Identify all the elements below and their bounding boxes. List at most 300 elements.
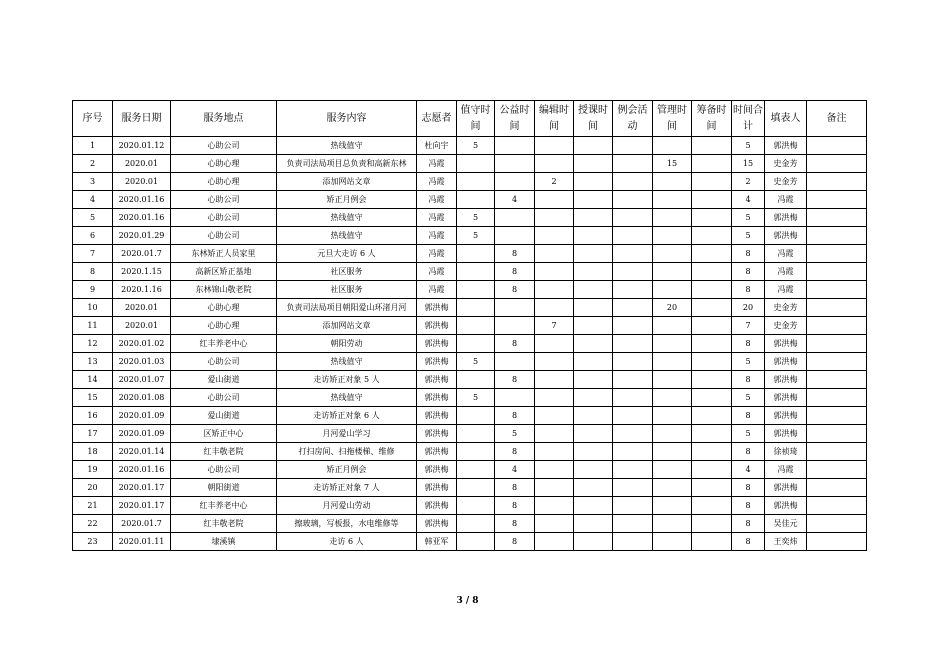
service-log-table (72, 100, 867, 551)
cell-edit (535, 209, 574, 227)
cell-seq: 14 (73, 371, 113, 389)
cell-meeting (613, 425, 653, 443)
cell-content: 元旦大走访 6 人 (277, 245, 417, 263)
cell-edit (535, 227, 574, 245)
cell-seq: 2 (73, 155, 113, 173)
cell-prep (692, 191, 732, 209)
cell-prep (692, 281, 732, 299)
header-place: 服务地点 (171, 101, 277, 137)
cell-duty (457, 155, 495, 173)
cell-place: 埭溪镇 (171, 533, 277, 551)
header-filler: 填表人 (765, 101, 807, 137)
cell-content: 热线值守 (277, 353, 417, 371)
cell-total: 8 (732, 515, 765, 533)
cell-place: 心助公司 (171, 461, 277, 479)
cell-edit (535, 263, 574, 281)
cell-filler: 冯霞 (765, 191, 807, 209)
cell-meeting (613, 209, 653, 227)
cell-manage (653, 263, 692, 281)
cell-note (807, 461, 867, 479)
cell-lecture (574, 209, 613, 227)
cell-prep (692, 371, 732, 389)
table-row (73, 425, 867, 443)
cell-seq: 23 (73, 533, 113, 551)
cell-total: 8 (732, 335, 765, 353)
cell-edit (535, 191, 574, 209)
cell-content: 走访矫正对象 6 人 (277, 407, 417, 425)
cell-prep (692, 335, 732, 353)
cell-note (807, 497, 867, 515)
cell-welfare: 8 (495, 515, 535, 533)
cell-filler: 徐祯琦 (765, 443, 807, 461)
table-row (73, 137, 867, 155)
cell-edit (535, 155, 574, 173)
cell-meeting (613, 353, 653, 371)
cell-content: 月河爱山劳动 (277, 497, 417, 515)
header-volunteer: 志愿者 (417, 101, 457, 137)
cell-date: 2020.01 (113, 317, 171, 335)
cell-meeting (613, 335, 653, 353)
cell-duty (457, 371, 495, 389)
cell-place: 心助公司 (171, 353, 277, 371)
cell-welfare (495, 299, 535, 317)
cell-prep (692, 515, 732, 533)
cell-note (807, 479, 867, 497)
cell-prep (692, 461, 732, 479)
cell-date: 2020.01.7 (113, 245, 171, 263)
cell-manage (653, 191, 692, 209)
cell-manage (653, 371, 692, 389)
cell-prep (692, 209, 732, 227)
cell-edit (535, 533, 574, 551)
cell-lecture (574, 407, 613, 425)
cell-welfare: 8 (495, 245, 535, 263)
cell-content: 社区服务 (277, 263, 417, 281)
cell-date: 2020.01.09 (113, 425, 171, 443)
cell-welfare (495, 155, 535, 173)
cell-edit (535, 479, 574, 497)
cell-filler: 郭洪梅 (765, 389, 807, 407)
cell-volunteer: 郭洪梅 (417, 299, 457, 317)
cell-lecture (574, 533, 613, 551)
cell-welfare: 4 (495, 461, 535, 479)
cell-manage (653, 389, 692, 407)
cell-prep (692, 155, 732, 173)
cell-prep (692, 497, 732, 515)
cell-meeting (613, 497, 653, 515)
cell-meeting (613, 263, 653, 281)
cell-meeting (613, 443, 653, 461)
table-row (73, 281, 867, 299)
cell-place: 爱山街道 (171, 371, 277, 389)
cell-content: 负责司法局项目总负责和高新东林 (277, 155, 417, 173)
cell-manage (653, 245, 692, 263)
cell-content: 热线值守 (277, 137, 417, 155)
cell-total: 8 (732, 371, 765, 389)
cell-edit (535, 335, 574, 353)
cell-manage (653, 461, 692, 479)
cell-prep (692, 389, 732, 407)
page-number: 3 / 8 (456, 596, 479, 606)
cell-date: 2020.01.02 (113, 335, 171, 353)
cell-volunteer: 冯霞 (417, 263, 457, 281)
cell-seq: 7 (73, 245, 113, 263)
cell-duty (457, 263, 495, 281)
cell-date: 2020.1.15 (113, 263, 171, 281)
cell-volunteer: 杜向宇 (417, 137, 457, 155)
cell-lecture (574, 353, 613, 371)
cell-date: 2020.01.12 (113, 137, 171, 155)
cell-seq: 11 (73, 317, 113, 335)
header-welfare: 公益时间 (495, 101, 535, 137)
cell-welfare (495, 389, 535, 407)
cell-place: 朝阳街道 (171, 479, 277, 497)
cell-filler: 郭洪梅 (765, 137, 807, 155)
cell-volunteer: 郭洪梅 (417, 371, 457, 389)
cell-date: 2020.01.17 (113, 497, 171, 515)
table-row (73, 371, 867, 389)
cell-prep (692, 137, 732, 155)
cell-filler: 王奕炜 (765, 533, 807, 551)
cell-filler: 郭洪梅 (765, 479, 807, 497)
cell-edit (535, 137, 574, 155)
cell-meeting (613, 245, 653, 263)
cell-date: 2020.01.17 (113, 479, 171, 497)
cell-filler: 吴佳元 (765, 515, 807, 533)
cell-lecture (574, 299, 613, 317)
cell-note (807, 335, 867, 353)
cell-edit (535, 299, 574, 317)
header-manage: 管理时间 (653, 101, 692, 137)
cell-filler: 冯霞 (765, 461, 807, 479)
cell-note (807, 155, 867, 173)
cell-note (807, 173, 867, 191)
cell-seq: 19 (73, 461, 113, 479)
cell-volunteer: 郭洪梅 (417, 353, 457, 371)
cell-total: 5 (732, 209, 765, 227)
cell-lecture (574, 137, 613, 155)
header-total: 时间合计 (732, 101, 765, 137)
cell-prep (692, 479, 732, 497)
cell-lecture (574, 389, 613, 407)
cell-meeting (613, 191, 653, 209)
cell-meeting (613, 281, 653, 299)
cell-note (807, 533, 867, 551)
cell-lecture (574, 245, 613, 263)
cell-volunteer: 冯霞 (417, 245, 457, 263)
cell-meeting (613, 299, 653, 317)
header-seq: 序号 (73, 101, 113, 137)
cell-volunteer: 郭洪梅 (417, 407, 457, 425)
cell-manage (653, 533, 692, 551)
cell-place: 东林锦山敬老院 (171, 281, 277, 299)
cell-manage (653, 173, 692, 191)
cell-edit (535, 353, 574, 371)
cell-place: 心助心理 (171, 299, 277, 317)
cell-filler: 郭洪梅 (765, 209, 807, 227)
cell-date: 2020.01.09 (113, 407, 171, 425)
cell-duty (457, 497, 495, 515)
cell-content: 走访矫正对象 7 人 (277, 479, 417, 497)
cell-welfare: 8 (495, 443, 535, 461)
cell-prep (692, 407, 732, 425)
cell-seq: 17 (73, 425, 113, 443)
cell-place: 爱山街道 (171, 407, 277, 425)
cell-content: 社区服务 (277, 281, 417, 299)
cell-duty (457, 407, 495, 425)
cell-welfare: 8 (495, 281, 535, 299)
cell-volunteer: 韩亚军 (417, 533, 457, 551)
cell-prep (692, 245, 732, 263)
cell-date: 2020.01.7 (113, 515, 171, 533)
cell-volunteer: 郭洪梅 (417, 443, 457, 461)
cell-welfare: 8 (495, 533, 535, 551)
cell-place: 心助公司 (171, 209, 277, 227)
cell-filler: 史金芳 (765, 173, 807, 191)
cell-filler: 郭洪梅 (765, 425, 807, 443)
cell-note (807, 209, 867, 227)
cell-filler: 郭洪梅 (765, 497, 807, 515)
cell-seq: 22 (73, 515, 113, 533)
cell-duty (457, 479, 495, 497)
cell-meeting (613, 317, 653, 335)
cell-edit (535, 389, 574, 407)
table-row (73, 263, 867, 281)
cell-edit (535, 281, 574, 299)
cell-manage (653, 209, 692, 227)
cell-total: 5 (732, 425, 765, 443)
cell-lecture (574, 371, 613, 389)
cell-meeting (613, 515, 653, 533)
cell-content: 负责司法局项目朝阳爱山环渚月河 (277, 299, 417, 317)
cell-welfare (495, 137, 535, 155)
cell-note (807, 443, 867, 461)
cell-edit: 7 (535, 317, 574, 335)
table-row (73, 245, 867, 263)
cell-volunteer: 郭洪梅 (417, 335, 457, 353)
cell-lecture (574, 227, 613, 245)
cell-edit (535, 371, 574, 389)
cell-welfare (495, 209, 535, 227)
cell-welfare: 8 (495, 371, 535, 389)
cell-seq: 8 (73, 263, 113, 281)
cell-manage (653, 335, 692, 353)
cell-volunteer: 郭洪梅 (417, 317, 457, 335)
cell-total: 4 (732, 461, 765, 479)
cell-edit (535, 461, 574, 479)
cell-lecture (574, 317, 613, 335)
cell-prep (692, 353, 732, 371)
cell-filler: 史金芳 (765, 299, 807, 317)
cell-content: 擦玻璃，写板报，水电维修等 (277, 515, 417, 533)
cell-date: 2020.01.29 (113, 227, 171, 245)
cell-manage: 20 (653, 299, 692, 317)
table-row (73, 389, 867, 407)
table-row (73, 407, 867, 425)
cell-duty (457, 299, 495, 317)
cell-volunteer: 郭洪梅 (417, 425, 457, 443)
cell-note (807, 137, 867, 155)
cell-content: 热线值守 (277, 227, 417, 245)
header-date: 服务日期 (113, 101, 171, 137)
cell-place: 心助公司 (171, 389, 277, 407)
cell-place: 高新区矫正基地 (171, 263, 277, 281)
cell-date: 2020.01.16 (113, 209, 171, 227)
cell-place: 心助公司 (171, 191, 277, 209)
cell-date: 2020.01.03 (113, 353, 171, 371)
cell-seq: 1 (73, 137, 113, 155)
cell-prep (692, 533, 732, 551)
cell-lecture (574, 515, 613, 533)
cell-lecture (574, 443, 613, 461)
cell-manage (653, 353, 692, 371)
cell-content: 矫正月例会 (277, 191, 417, 209)
cell-volunteer: 郭洪梅 (417, 389, 457, 407)
cell-seq: 4 (73, 191, 113, 209)
cell-volunteer: 郭洪梅 (417, 497, 457, 515)
cell-edit (535, 443, 574, 461)
cell-meeting (613, 155, 653, 173)
cell-total: 5 (732, 353, 765, 371)
cell-volunteer: 郭洪梅 (417, 479, 457, 497)
table-row (73, 209, 867, 227)
cell-duty (457, 281, 495, 299)
table-row (73, 353, 867, 371)
cell-seq: 21 (73, 497, 113, 515)
cell-place: 区矫正中心 (171, 425, 277, 443)
cell-date: 2020.01.11 (113, 533, 171, 551)
table-row (73, 299, 867, 317)
header-note: 备注 (807, 101, 867, 137)
table-row (73, 317, 867, 335)
cell-place: 心助公司 (171, 137, 277, 155)
cell-place: 心助心理 (171, 155, 277, 173)
cell-duty: 5 (457, 227, 495, 245)
cell-welfare (495, 353, 535, 371)
cell-total: 8 (732, 497, 765, 515)
cell-manage (653, 479, 692, 497)
cell-welfare: 8 (495, 335, 535, 353)
cell-prep (692, 227, 732, 245)
cell-seq: 12 (73, 335, 113, 353)
cell-volunteer: 郭洪梅 (417, 461, 457, 479)
header-prep: 筹备时间 (692, 101, 732, 137)
cell-lecture (574, 497, 613, 515)
cell-place: 心助心理 (171, 317, 277, 335)
cell-prep (692, 443, 732, 461)
cell-content: 走访 6 人 (277, 533, 417, 551)
cell-place: 心助公司 (171, 227, 277, 245)
cell-edit (535, 407, 574, 425)
cell-edit: 2 (535, 173, 574, 191)
cell-content: 走访矫正对象 5 人 (277, 371, 417, 389)
cell-total: 8 (732, 479, 765, 497)
cell-note (807, 263, 867, 281)
cell-lecture (574, 263, 613, 281)
cell-filler: 郭洪梅 (765, 335, 807, 353)
cell-filler: 史金芳 (765, 317, 807, 335)
cell-lecture (574, 479, 613, 497)
cell-meeting (613, 173, 653, 191)
cell-prep (692, 317, 732, 335)
cell-note (807, 425, 867, 443)
cell-filler: 冯霞 (765, 281, 807, 299)
cell-date: 2020.01.16 (113, 461, 171, 479)
cell-date: 2020.01 (113, 299, 171, 317)
cell-lecture (574, 425, 613, 443)
cell-prep (692, 425, 732, 443)
cell-seq: 15 (73, 389, 113, 407)
cell-volunteer: 冯霞 (417, 155, 457, 173)
cell-filler: 冯霞 (765, 245, 807, 263)
cell-lecture (574, 281, 613, 299)
cell-seq: 16 (73, 407, 113, 425)
cell-meeting (613, 389, 653, 407)
cell-content: 月河爱山学习 (277, 425, 417, 443)
cell-seq: 13 (73, 353, 113, 371)
cell-volunteer: 冯霞 (417, 173, 457, 191)
cell-total: 8 (732, 281, 765, 299)
cell-total: 8 (732, 407, 765, 425)
cell-note (807, 515, 867, 533)
cell-lecture (574, 461, 613, 479)
cell-volunteer: 郭洪梅 (417, 515, 457, 533)
cell-edit (535, 425, 574, 443)
cell-meeting (613, 407, 653, 425)
cell-seq: 5 (73, 209, 113, 227)
cell-edit (535, 515, 574, 533)
cell-note (807, 245, 867, 263)
cell-duty (457, 317, 495, 335)
cell-total: 5 (732, 137, 765, 155)
table-row (73, 191, 867, 209)
cell-duty: 5 (457, 353, 495, 371)
cell-date: 2020.01 (113, 173, 171, 191)
cell-total: 2 (732, 173, 765, 191)
cell-manage (653, 407, 692, 425)
cell-welfare: 8 (495, 479, 535, 497)
cell-note (807, 227, 867, 245)
cell-content: 热线值守 (277, 209, 417, 227)
header-edit: 编辑时间 (535, 101, 574, 137)
cell-date: 2020.1.16 (113, 281, 171, 299)
cell-place: 红丰养老中心 (171, 335, 277, 353)
cell-seq: 20 (73, 479, 113, 497)
table-row (73, 155, 867, 173)
cell-duty (457, 443, 495, 461)
cell-content: 添加网站文章 (277, 317, 417, 335)
cell-welfare (495, 173, 535, 191)
cell-welfare: 4 (495, 191, 535, 209)
cell-manage (653, 227, 692, 245)
cell-total: 20 (732, 299, 765, 317)
cell-welfare (495, 227, 535, 245)
cell-total: 8 (732, 443, 765, 461)
table-row (73, 335, 867, 353)
cell-date: 2020.01 (113, 155, 171, 173)
cell-prep (692, 299, 732, 317)
cell-total: 8 (732, 245, 765, 263)
cell-note (807, 191, 867, 209)
cell-meeting (613, 137, 653, 155)
header-lecture: 授课时间 (574, 101, 613, 137)
header-content: 服务内容 (277, 101, 417, 137)
cell-place: 红丰敬老院 (171, 443, 277, 461)
cell-place: 红丰养老中心 (171, 497, 277, 515)
cell-place: 东林矫正人员家里 (171, 245, 277, 263)
cell-content: 热线值守 (277, 389, 417, 407)
table-row (73, 497, 867, 515)
